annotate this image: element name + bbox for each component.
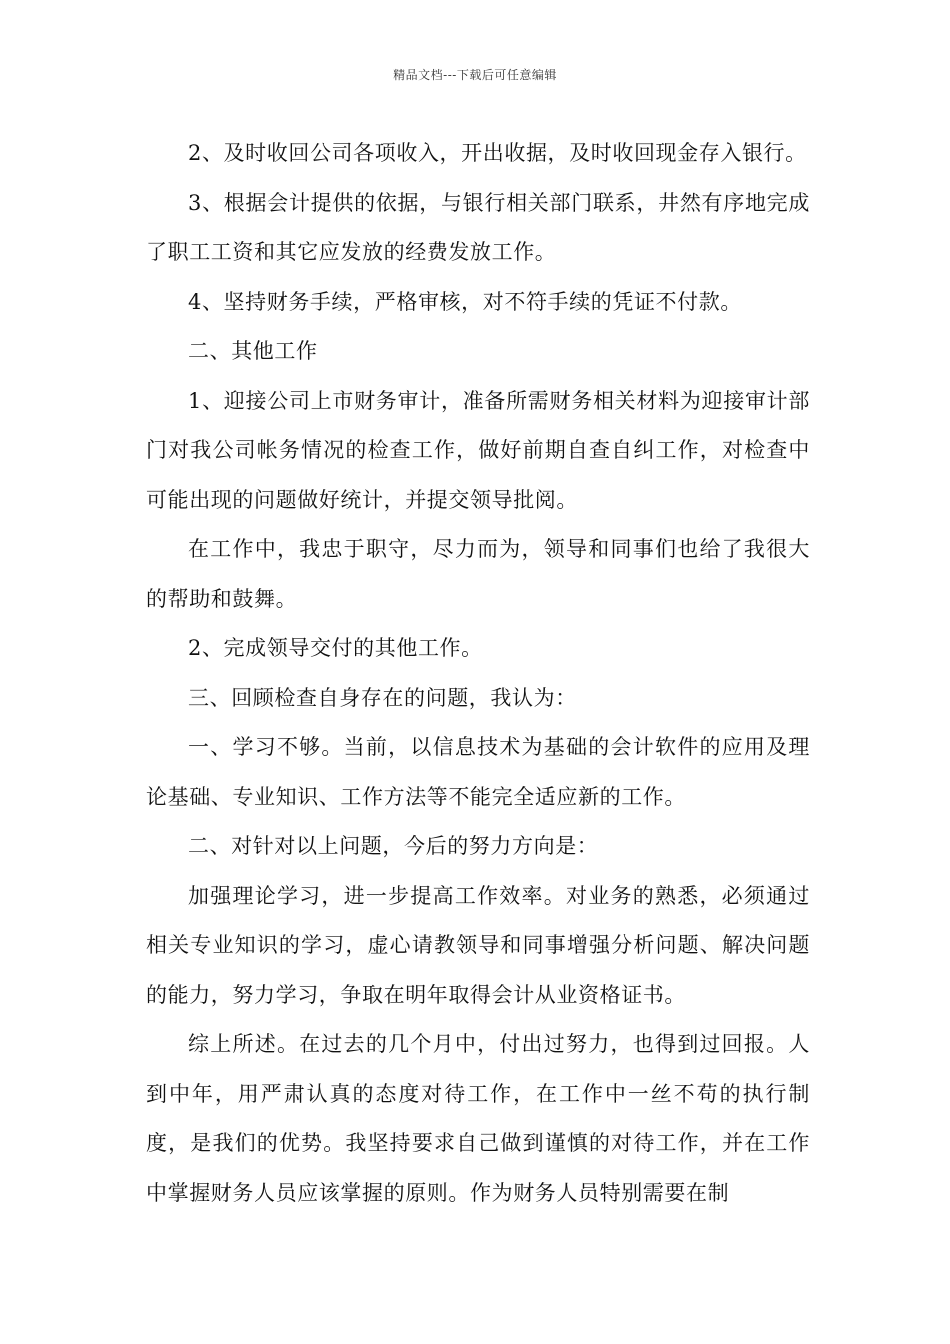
paragraph: 综上所述。在过去的几个月中，付出过努力，也得到过回报。人到中年，用严肃认真的态度对待工作，在工作中一丝不苟的执行制度，是我们的优势。我坚持要求自己做到谨慎的对待工作，并在工作中掌握财务人员应该掌握的原则。作为财务人员特别需要在制 (146, 1032, 810, 1205)
paragraph: 加强理论学习，进一步提高工作效率。对业务的熟悉，必须通过相关专业知识的学习，虚心请教领导和同事增强分析问题、解决问题的能力，努力学习，争取在明年取得会计从业资格证书。 (146, 883, 810, 1007)
section-heading: 三、回顾检查自身存在的问题，我认为： (188, 685, 577, 710)
paragraph: 2、及时收回公司各项收入，开出收据，及时收回现金存入银行。 (188, 141, 807, 165)
paragraph: 2、完成领导交付的其他工作。 (188, 636, 483, 660)
paragraph: 在工作中，我忠于职守，尽力而为，领导和同事们也给了我很大的帮助和鼓舞。 (146, 537, 810, 611)
paragraph: 一、学习不够。当前，以信息技术为基础的会计软件的应用及理论基础、专业知识、工作方法等不能完全适应新的工作。 (146, 735, 810, 809)
paragraph: 3、根据会计提供的依据，与银行相关部门联系，井然有序地完成了职工工资和其它应发放的经费发放工作。 (146, 190, 810, 264)
section-heading: 二、其他工作 (188, 339, 318, 363)
paragraph: 1、迎接公司上市财务审计，准备所需财务相关材料为迎接审计部门对我公司帐务情况的检查工作，做好前期自查自纠工作，对检查中可能出现的问题做好统计，并提交领导批阅。 (146, 388, 810, 512)
paragraph: 4、坚持财务手续，严格审核，对不符手续的凭证不付款。 (188, 289, 742, 314)
paragraph: 二、对针对以上问题，今后的努力方向是： (188, 834, 599, 858)
page-header: 精品文档---下载后可任意编辑 (393, 68, 557, 82)
document-body (146, 129, 810, 1218)
